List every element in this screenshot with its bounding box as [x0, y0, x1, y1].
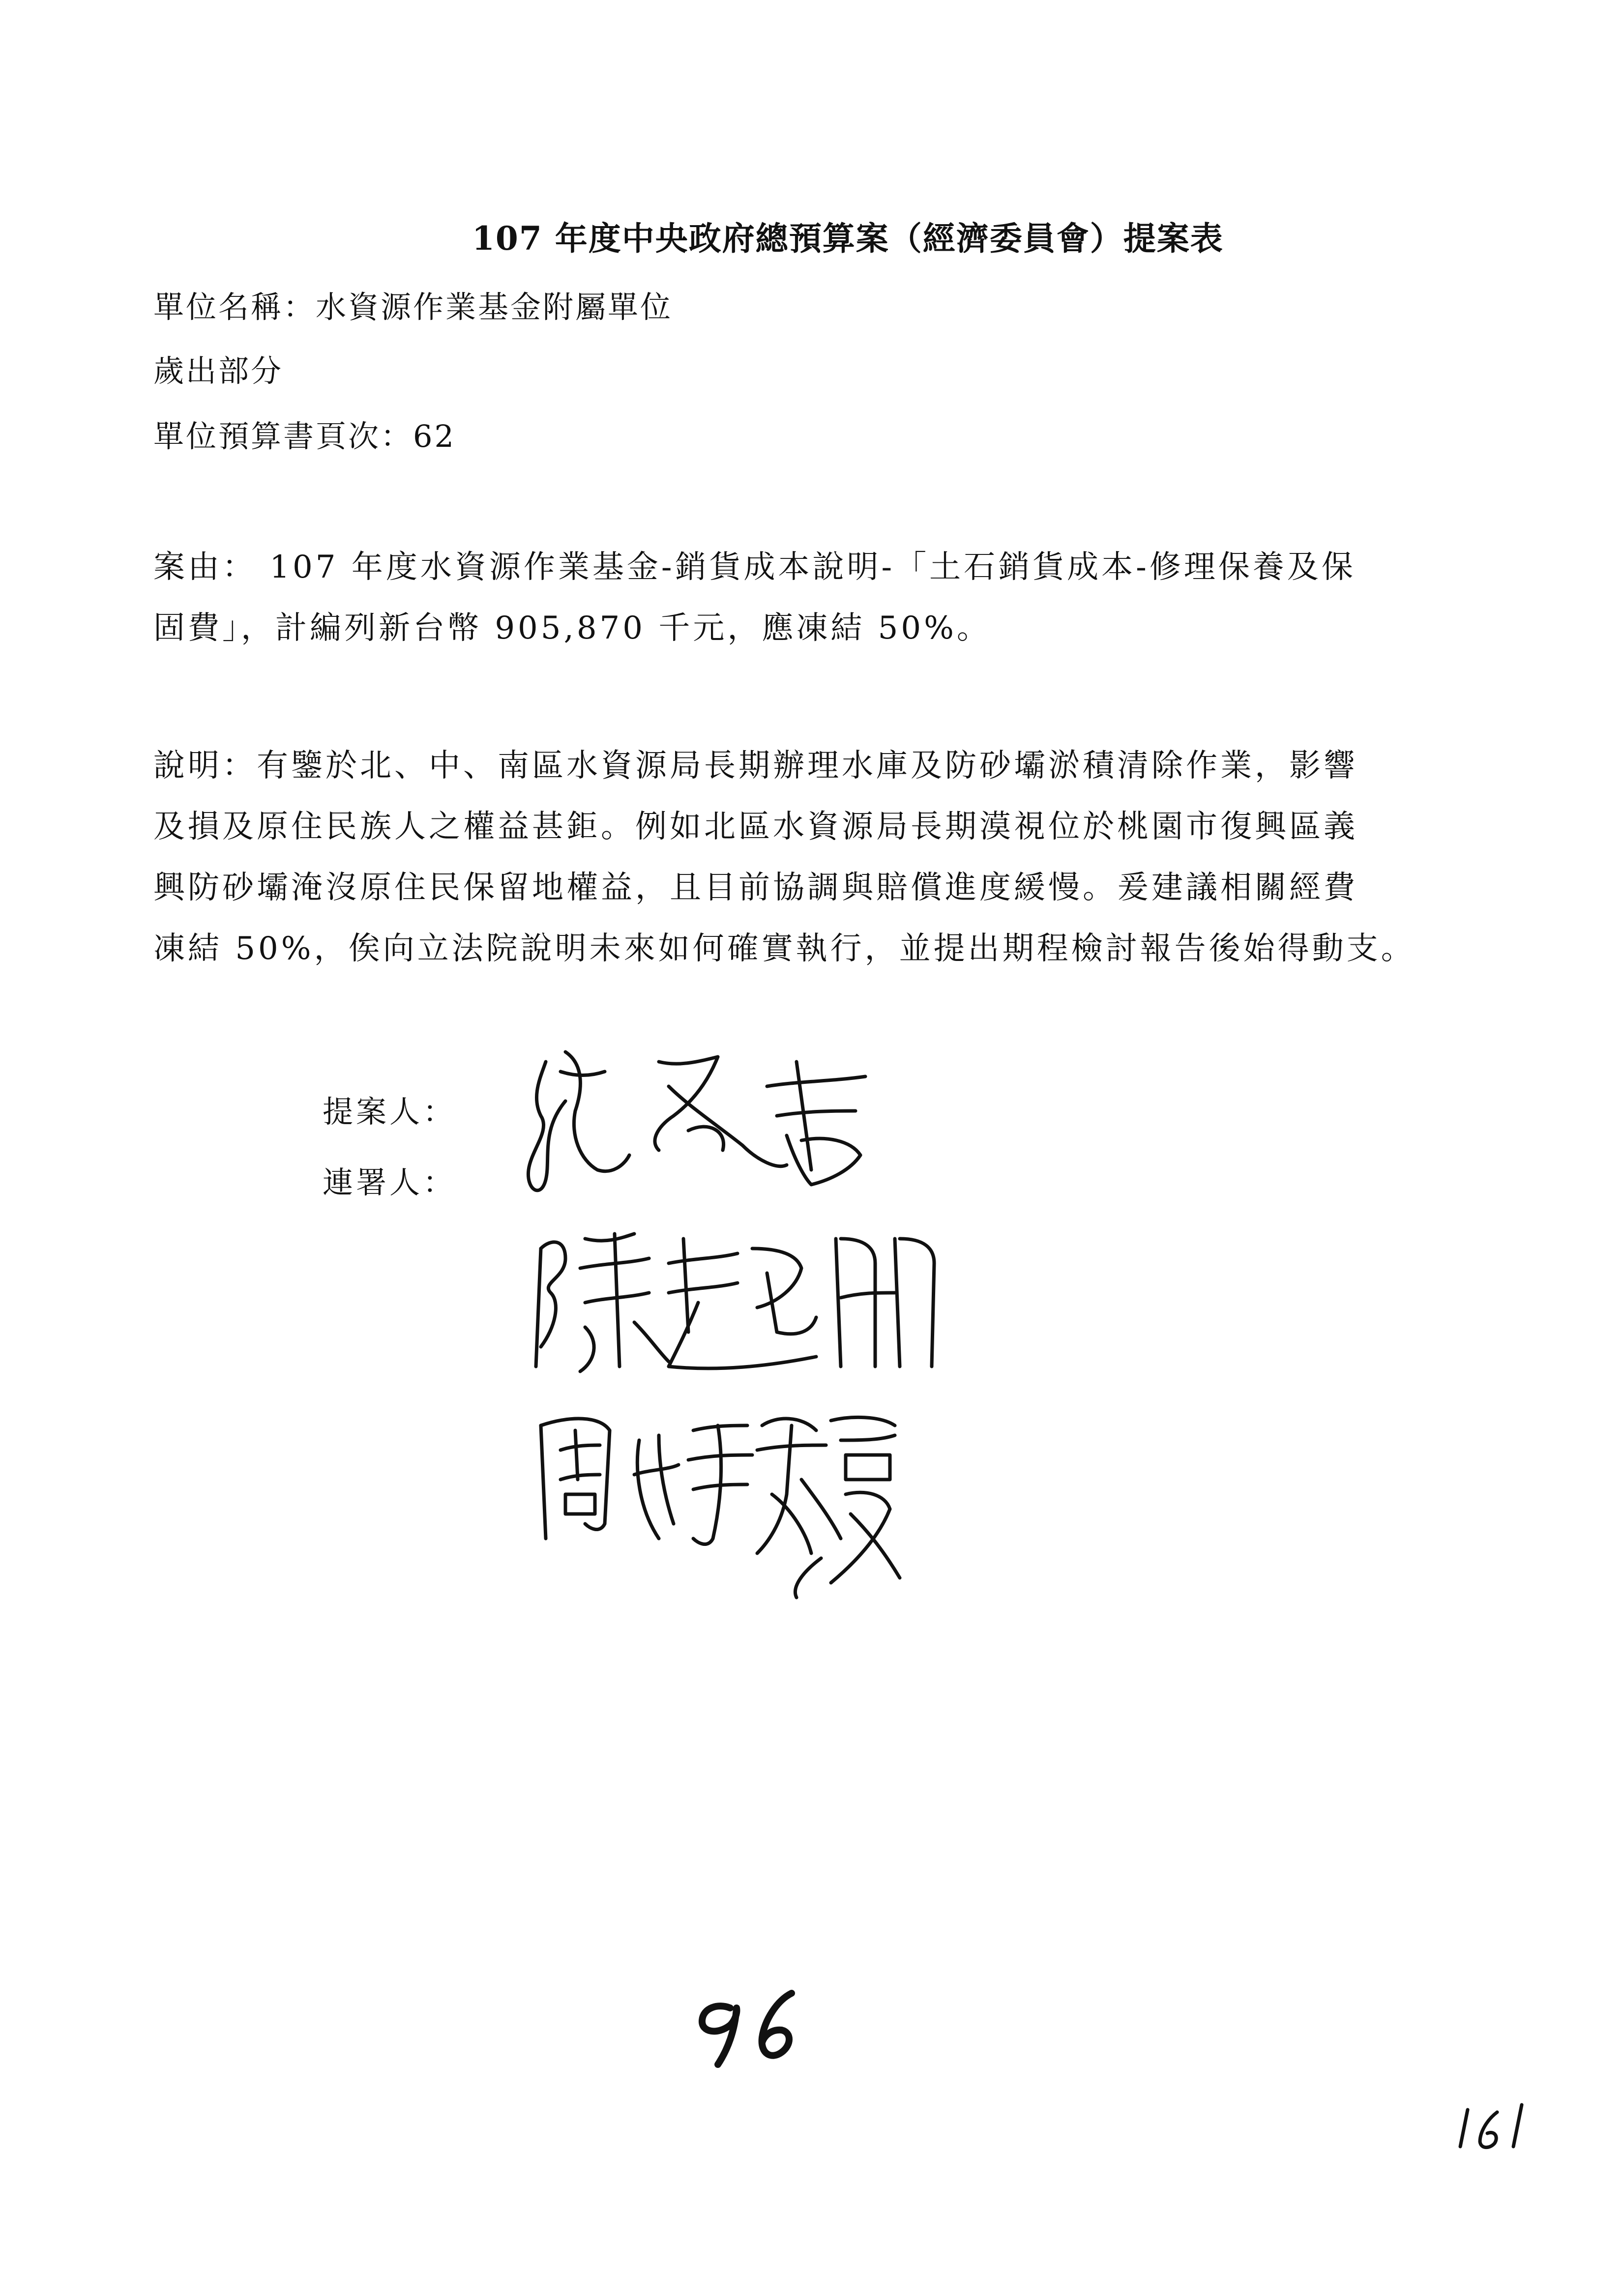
explanation-line: 說明：有鑒於北、中、南區水資源局長期辦理水庫及防砂壩淤積清除作業，影響	[153, 748, 1358, 784]
handwritten-page-number	[1455, 2100, 1529, 2156]
budget-page-ref: 單位預算書頁次：62	[153, 418, 456, 454]
explanation-line: 凍結 50%，俟向立法院說明未來如何確實執行，並提出期程檢討報告後始得動支。	[153, 930, 1416, 967]
explanation-paragraph	[153, 735, 1491, 979]
case-paragraph	[153, 537, 1491, 659]
cosigner-signature	[526, 1396, 910, 1602]
cosigner-label: 連署人：	[323, 1164, 457, 1200]
explanation-line: 及損及原住民族人之權益甚鉅。例如北區水資源局長期漠視位於桃園市復興區義	[153, 809, 1358, 845]
case-line: 固費」，計編列新台幣 905,870 千元，應凍結 50%。	[153, 610, 991, 646]
unit-name: 單位名稱：水資源作業基金附屬單位	[153, 289, 673, 325]
explanation-line: 興防砂壩淹沒原住民保留地權益，且目前協調與賠償進度緩慢。爰建議相關經費	[153, 870, 1358, 906]
section-label: 歲出部分	[153, 353, 284, 389]
proposer-signature	[511, 1042, 885, 1204]
proposer-label: 提案人：	[323, 1094, 457, 1130]
cosigner-signature	[521, 1219, 944, 1381]
case-line: 案由： 107 年度水資源作業基金-銷貨成本說明-「土石銷貨成本-修理保養及保	[153, 549, 1356, 585]
handwritten-page-mark	[688, 1986, 816, 2071]
document-title: 107 年度中央政府總預算案（經濟委員會）提案表	[472, 219, 1224, 258]
